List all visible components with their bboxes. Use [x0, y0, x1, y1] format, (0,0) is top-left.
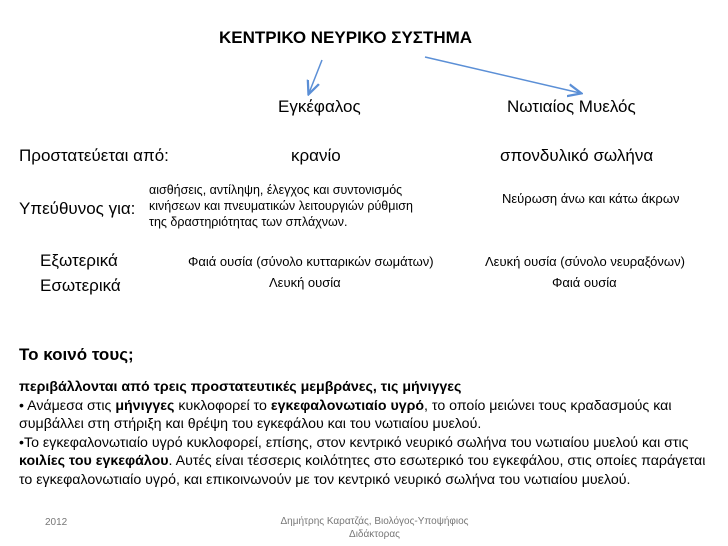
- label-responsible: Υπεύθυνος για:: [19, 199, 136, 218]
- spinal-inner: Φαιά ουσία: [552, 275, 617, 290]
- common-body: [19, 378, 721, 489]
- spinal-responsible: Νεύρωση άνω και κάτω άκρων: [502, 191, 680, 206]
- label-outer: Εξωτερικά: [40, 251, 118, 270]
- label-protected: Προστατεύεται από:: [19, 146, 169, 165]
- header-brain: Εγκέφαλος: [278, 97, 361, 116]
- arrow-to-spinal: [425, 57, 580, 93]
- arrow-to-brain: [309, 60, 322, 93]
- spinal-outer: Λευκή ουσία (σύνολο νευραξόνων): [485, 254, 685, 269]
- paragraph-csf: • Ανάμεσα στις μήνιγγες κυκλοφορεί το εγκεφαλονωτιαίο υγρό, το οποίο μειώνει τους κραδασμούς και συμβάλλει στη στήριξη και θρέψη του εγκεφάλου και του νωτιαίου μυελού.: [19, 397, 672, 432]
- footer-author: Δημήτρης Καρατζάς, Βιολόγος-Υποψήφιος Διδάκτορας: [280, 516, 469, 540]
- brain-inner: Λευκή ουσία: [269, 275, 341, 290]
- common-heading: Το κοινό τους;: [19, 345, 134, 364]
- paragraph-ventricles: •Το εγκεφαλονωτιαίο υγρό κυκλοφορεί, επίσης, στον κεντρικό νευρικό σωλήνα του νωτιαίου μυελού και στις κοιλίες του εγκεφάλου. Αυτές είναι τέσσερις κοιλότητες στο εσωτερικό του εγκεφάλου, στις οποίες παράγεται το εγκεφαλονωτιαίο υγρό, και επικοινωνούν με τον κεντρικό νευρικό σωλήνα του νωτιαίου μυελού.: [19, 434, 706, 488]
- footer-year: 2012: [45, 517, 68, 528]
- brain-outer: Φαιά ουσία (σύνολο κυτταρικών σωμάτων): [188, 254, 434, 269]
- brain-responsible: αισθήσεις, αντίληψη, έλεγχος και συντονισμός κινήσεων και πνευματικών λειτουργιών ρύθμιση της δραστηριότητας των σπλάχνων.: [149, 183, 413, 229]
- brain-protected: κρανίο: [291, 146, 341, 165]
- header-spinal-cord: Νωτιαίος Μυελός: [507, 97, 636, 116]
- meninges-line: περιβάλλονται από τρεις προστατευτικές μεμβράνες, τις μήνιγγες: [19, 379, 462, 395]
- label-inner: Εσωτερικά: [40, 276, 121, 295]
- page-title: ΚΕΝΤΡΙΚΟ ΝΕΥΡΙΚΟ ΣΥΣΤΗΜΑ: [219, 28, 473, 47]
- spinal-protected: σπονδυλικό σωλήνα: [500, 146, 654, 165]
